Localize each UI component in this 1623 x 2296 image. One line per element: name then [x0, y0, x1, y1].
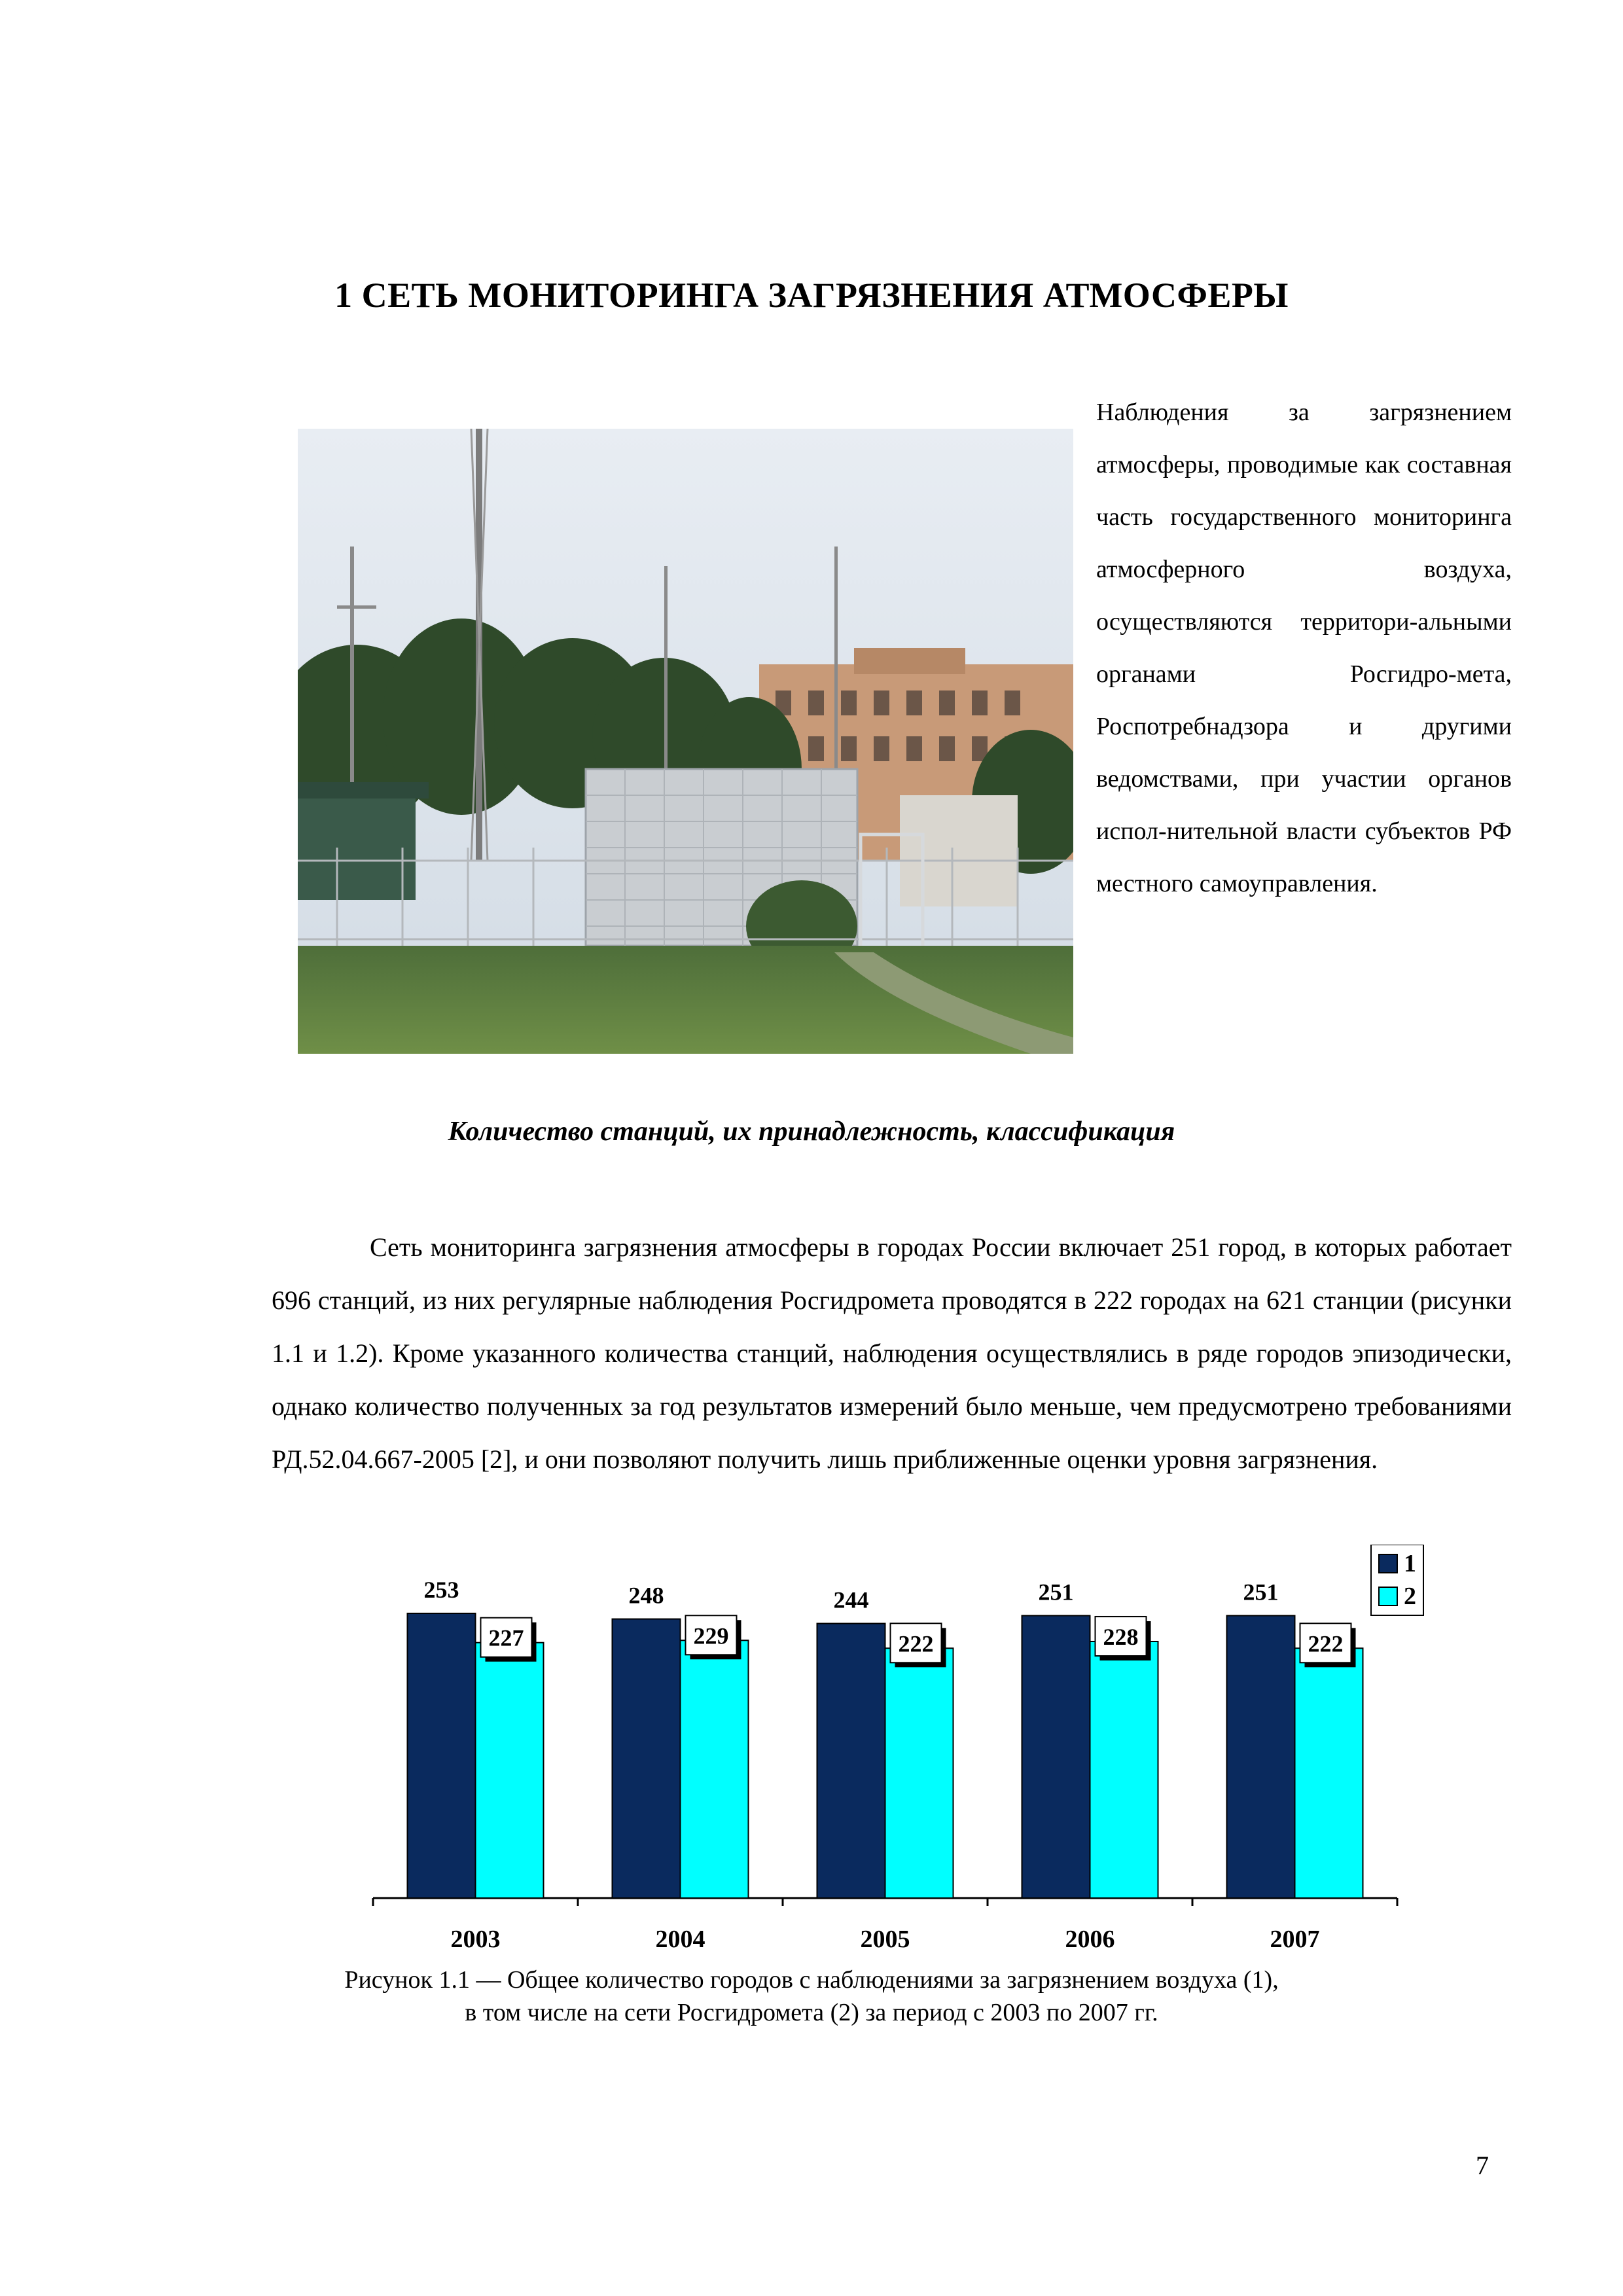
data-label-series-2: 222	[898, 1630, 934, 1657]
bar-series-2	[885, 1648, 954, 1898]
bar-series-1	[817, 1623, 885, 1898]
bar-series-2	[1090, 1641, 1158, 1898]
bar-series-2	[476, 1643, 544, 1898]
data-label-series-1: 251	[1038, 1579, 1074, 1605]
bar-series-1	[1022, 1615, 1090, 1898]
data-label-series-2: 227	[488, 1624, 524, 1651]
x-tick-label: 2004	[655, 1926, 705, 1953]
data-label-series-2: 229	[693, 1623, 729, 1649]
x-tick-label: 2005	[860, 1926, 910, 1953]
data-label-series-1: 251	[1243, 1579, 1279, 1605]
data-label-series-2: 228	[1103, 1623, 1139, 1650]
intro-text: Наблюдения за загрязнением атмосферы, проводимые как составная часть государственного мониторинга атмосферного воздуха, осуществляются территори-альными органами Росгидро-мета, Роспотребнадзора и другими ведомствами, при участии органов испол-нительной власти субъектов РФ местного самоуправления.	[1096, 399, 1512, 897]
caption-line-2: в том числе на сети Росгидромета (2) за период с 2003 по 2007 гг.	[465, 1999, 1158, 2026]
small-hut	[900, 795, 1018, 906]
chart-svg	[308, 1545, 1459, 1977]
x-tick-label: 2003	[450, 1926, 501, 1953]
page-number: 7	[1476, 2151, 1489, 2180]
legend-label: 2	[1404, 1583, 1416, 1610]
legend-label: 1	[1404, 1550, 1416, 1577]
bar-chart	[308, 1545, 1459, 1977]
legend-swatch	[1379, 1554, 1397, 1573]
photo-illustration	[298, 429, 1073, 1054]
page-title: 1 СЕТЬ МОНИТОРИНГА ЗАГРЯЗНЕНИЯ АТМОСФЕРЫ	[334, 276, 1289, 315]
x-tick-label: 2007	[1270, 1926, 1320, 1953]
bar-series-1	[408, 1613, 476, 1898]
bar-series-1	[613, 1619, 681, 1898]
bar-series-2	[681, 1640, 749, 1898]
section-subheading: Количество станций, их принадлежность, классификация	[448, 1117, 1175, 1147]
body-paragraph: Сеть мониторинга загрязнения атмосферы в городах России включает 251 город, в которых работает 696 станций, из них регулярные наблюдения Росгидромета проводятся в 222 городах на 621 станции (рисунки 1.1 и 1.2). Кроме указанного количества станций, наблюдения осуществлялись в ряде городов эпизодически, однако количество полученных за год результатов измерений было меньше, чем предусмотрено требованиями РД.52.04.667-2005 [2], и они позволяют получить лишь приближенные оценки уровня загрязнения.	[272, 1232, 1512, 1474]
monitoring-station-photo	[298, 429, 1073, 1054]
data-label-series-2: 222	[1308, 1630, 1344, 1657]
x-tick-label: 2006	[1065, 1926, 1115, 1953]
figure-caption	[0, 1964, 1623, 2029]
legend-swatch	[1379, 1587, 1397, 1605]
data-label-series-1: 248	[628, 1582, 664, 1609]
bar-series-2	[1295, 1648, 1363, 1898]
data-label-series-1: 244	[833, 1587, 869, 1613]
bar-series-1	[1227, 1615, 1295, 1898]
data-label-series-1: 253	[423, 1577, 459, 1603]
caption-line-1: Рисунок 1.1 — Общее количество городов с наблюдениями за загрязнением воздуха (1),	[344, 1966, 1279, 1994]
